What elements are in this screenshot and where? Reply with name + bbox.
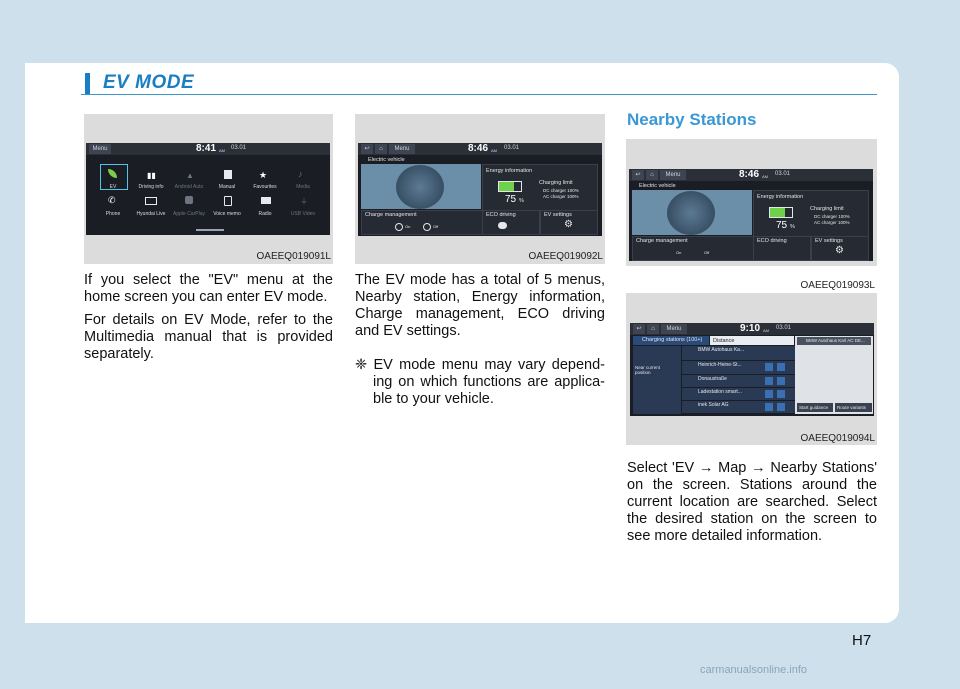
energy-title: Energy information — [757, 194, 804, 200]
schedule-on: On — [676, 250, 682, 255]
home-button[interactable]: ⌂ — [647, 324, 659, 334]
figure-code: OAEEQ019091L — [256, 251, 331, 262]
range-circle — [396, 165, 444, 209]
tile-label: Manual — [218, 184, 236, 190]
clock-icon — [395, 223, 403, 231]
date: 03.01 — [775, 171, 791, 177]
list-title: Charging stations (100+) — [642, 337, 703, 343]
back-button[interactable]: ↩ — [633, 324, 645, 334]
paragraph: For details on EV Mode, refer to the Multimedia manual that is provided separately. — [84, 312, 333, 362]
charge-title: Charge management — [636, 238, 688, 244]
ev-screen — [629, 169, 873, 261]
chevron-right-icon[interactable] — [765, 377, 773, 385]
clock: 8:41 — [196, 143, 217, 154]
home-button[interactable]: ⌂ — [646, 170, 658, 180]
filter-column — [633, 346, 681, 414]
percent-sign: % — [790, 224, 795, 230]
top-bar — [629, 169, 873, 181]
schedule-off: Off — [704, 250, 710, 255]
battery-icon — [769, 207, 793, 218]
note: ❈ EV mode menu may vary depend-ing on which functions are applica-ble to your vehicle. — [355, 357, 605, 407]
settings-title: EV settings — [544, 212, 572, 218]
tile-label: Apple CarPlay — [173, 211, 205, 217]
percent-sign: % — [519, 198, 524, 204]
dc-charger: DC charger 100% — [543, 188, 579, 193]
station-row[interactable]: Ladestation smart... — [682, 388, 799, 401]
android-icon: ▲ — [186, 171, 194, 180]
back-button[interactable]: ↩ — [632, 170, 644, 180]
tile-label: USB Video — [290, 211, 316, 217]
battery-icon — [498, 181, 522, 192]
star-icon[interactable] — [777, 363, 785, 371]
figure-code: OAEEQ019094L — [800, 433, 875, 444]
clock: 9:10 — [740, 323, 761, 334]
eco-title: ECO driving — [486, 212, 516, 218]
battery-percent: 75 — [505, 194, 517, 205]
home-button[interactable]: ⌂ — [375, 144, 387, 154]
stations-screen — [630, 323, 874, 416]
page-indicator — [196, 229, 224, 231]
tile-label: Radio — [258, 211, 272, 217]
star-icon[interactable] — [777, 390, 785, 398]
subsection-title: Nearby Stations — [627, 110, 757, 129]
tile-label: Favourites — [253, 184, 277, 190]
chevron-right-icon[interactable] — [765, 363, 773, 371]
back-button[interactable]: ↩ — [361, 144, 373, 154]
date: 03.01 — [776, 325, 792, 331]
usb-icon: ⏚ — [300, 197, 308, 206]
music-icon: ♪ — [298, 169, 303, 179]
tile-label: Driving info — [138, 184, 164, 190]
sort-label: Distance — [713, 338, 735, 344]
chart-icon: ▮▮ — [147, 171, 156, 180]
carplay-icon — [185, 196, 193, 204]
battery-percent: 75 — [776, 220, 788, 231]
route-variants-label: Route variants — [837, 405, 867, 410]
charge-title: Charge management — [365, 212, 417, 218]
settings-title: EV settings — [815, 238, 843, 244]
clock: 8:46 — [468, 143, 489, 154]
figure-code: OAEEQ019092L — [528, 251, 603, 262]
eco-icon — [498, 222, 507, 229]
chevron-right-icon[interactable] — [765, 390, 773, 398]
ampm: AM — [762, 174, 768, 179]
tile-label: Voice memo — [213, 211, 241, 217]
radio-icon — [261, 197, 271, 204]
section-marker — [85, 73, 90, 95]
menu-button[interactable]: Menu — [660, 170, 686, 180]
dc-charger: DC charger 100% — [814, 214, 850, 219]
range-circle — [667, 191, 715, 235]
page-number: H7 — [852, 632, 872, 649]
top-bar — [630, 323, 874, 335]
menu-button[interactable]: Menu — [389, 144, 415, 154]
ev-header: Electric vehicle — [368, 157, 405, 163]
tile-label: EV — [109, 184, 117, 190]
section-rule — [81, 94, 877, 95]
column-1 — [84, 272, 333, 369]
section-title: EV MODE — [103, 72, 195, 93]
clock: 8:46 — [739, 169, 760, 180]
figure-code: OAEEQ019093L — [800, 280, 875, 291]
figure-ev-menu-2 — [626, 139, 877, 291]
home-screen — [86, 143, 330, 235]
ev-screen — [358, 143, 602, 236]
start-guidance-label: Start guidance — [799, 405, 829, 410]
ev-header: Electric vehicle — [639, 183, 676, 189]
map-title: BMW Autohaus Karl AC DE... — [806, 338, 865, 343]
ampm: AM — [219, 148, 225, 153]
station-row[interactable]: BMW Autohaus Ka... — [682, 346, 799, 361]
top-bar — [86, 143, 330, 155]
clock-icon — [423, 223, 431, 231]
figure-nearby-stations — [626, 293, 877, 445]
paragraph: The EV mode has a total of 5 menus, Nearby station, Energy information, Charge management, ECO driving and EV settings. — [355, 272, 605, 339]
station-row[interactable]: Donaustraße — [682, 375, 799, 388]
charging-limit: Charging limit — [810, 206, 844, 212]
column-2 — [355, 272, 605, 414]
watermark: carmanualsonline.info — [700, 664, 808, 676]
station-row[interactable]: inek Solar AG — [682, 401, 799, 414]
chevron-right-icon[interactable] — [765, 403, 773, 411]
station-row[interactable]: Heinrich-Heine-St... — [682, 361, 799, 375]
menu-button[interactable]: Menu — [89, 144, 111, 154]
figure-ev-menu — [355, 114, 605, 264]
schedule-on: On — [405, 224, 411, 229]
top-bar — [358, 143, 602, 155]
figure-home-screen — [84, 114, 333, 264]
book-icon — [224, 170, 232, 179]
tile-label: Android Auto — [174, 184, 204, 190]
charging-limit: Charging limit — [539, 180, 573, 186]
ac-charger: AC charger 100% — [814, 220, 850, 225]
eco-title: ECO driving — [757, 238, 787, 244]
paragraph: If you select the "EV" menu at the home screen you can enter EV mode. — [84, 272, 333, 305]
schedule-off: Off — [433, 224, 439, 229]
mic-icon — [224, 196, 232, 206]
star-icon[interactable] — [777, 403, 785, 411]
star-icon: ★ — [259, 170, 268, 180]
near-position[interactable]: Near current position — [635, 365, 661, 375]
date: 03.01 — [504, 145, 520, 151]
energy-title: Energy information — [486, 168, 533, 174]
date: 03.01 — [231, 145, 247, 151]
star-icon[interactable] — [777, 377, 785, 385]
menu-button[interactable]: Menu — [661, 324, 687, 334]
live-icon — [145, 197, 157, 205]
phone-icon: ✆ — [108, 195, 116, 205]
paragraph: Select 'EV → Map → Nearby Stations' on the screen. Stations around the current location are searched. Select the desired station on the screen to see more detailed information. — [627, 460, 877, 544]
column-3 — [627, 460, 877, 551]
tile-label: Phone — [105, 211, 121, 217]
tile-label: Media — [296, 184, 310, 190]
gear-icon: ⚙ — [564, 219, 573, 230]
ac-charger: AC charger 100% — [543, 194, 579, 199]
tile-label: Hyundai Live — [136, 211, 166, 217]
ampm: AM — [491, 148, 497, 153]
ampm: AM — [763, 328, 769, 333]
gear-icon: ⚙ — [835, 245, 844, 256]
